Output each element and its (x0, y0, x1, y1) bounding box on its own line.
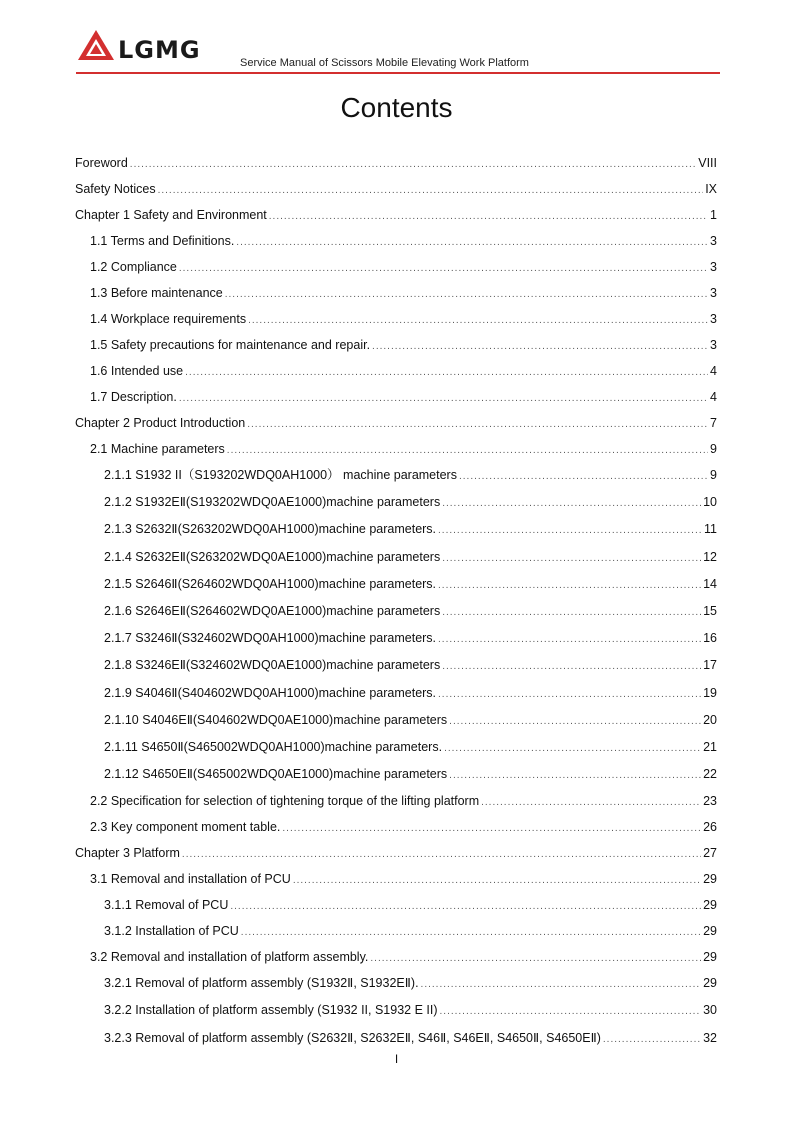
toc-entry[interactable] (75, 176, 717, 202)
toc-leader-dots (444, 735, 701, 762)
toc-entry-label: 3.1.1 Removal of PCU (104, 898, 229, 913)
toc-entry[interactable] (75, 918, 717, 944)
toc-leader-dots (442, 599, 701, 626)
toc-entry-label: 3.1 Removal and installation of PCU (90, 872, 291, 887)
toc-leader-dots (247, 412, 708, 438)
toc-entry[interactable] (75, 761, 717, 788)
toc-entry[interactable] (75, 970, 717, 997)
toc-leader-dots (449, 762, 701, 789)
toc-entry-label: 2.1.9 S4046Ⅱ(S404602WDQ0AH1000)machine parameters. (104, 685, 437, 700)
toc-entry-page: 29 (703, 898, 717, 913)
toc-leader-dots (370, 946, 701, 972)
toc-entry[interactable] (75, 462, 717, 489)
toc-entry-label: Chapter 3 Platform (75, 846, 180, 861)
toc-leader-dots (442, 490, 701, 517)
toc-entry-page: 29 (703, 872, 717, 887)
toc-entry[interactable] (75, 150, 717, 176)
toc-entry[interactable] (75, 202, 717, 228)
toc-entry[interactable] (75, 944, 717, 970)
toc-leader-dots (182, 842, 701, 868)
toc-entry-label: 3.2.2 Installation of platform assembly (S1932 II, S1932 E II) (104, 1003, 438, 1018)
toc-entry-page: 26 (703, 820, 717, 835)
toc-leader-dots (293, 868, 701, 894)
toc-leader-dots (225, 282, 708, 308)
toc-entry[interactable] (75, 892, 717, 918)
toc-entry[interactable] (75, 489, 717, 516)
toc-entry-page: 4 (710, 364, 717, 378)
toc-leader-dots (442, 545, 701, 572)
toc-entry-page: 20 (703, 712, 717, 727)
toc-entry-label: Foreword (75, 156, 128, 170)
toc-entry-page: 16 (703, 631, 717, 646)
toc-entry-label: 2.1.4 S2632EⅡ(S263202WDQ0AE1000)machine parameters (104, 549, 441, 564)
toc-leader-dots (282, 816, 701, 842)
toc-leader-dots (449, 708, 701, 735)
page-header (76, 24, 720, 76)
toc-leader-dots (158, 178, 704, 204)
toc-entry-label: 1.2 Compliance (90, 260, 177, 274)
lgmg-logo (76, 28, 226, 62)
toc-entry-page: 29 (703, 924, 717, 939)
toc-entry-label: 1.4 Workplace requirements (90, 312, 247, 326)
header-divider (76, 72, 720, 74)
toc-entry-page: 29 (703, 976, 717, 991)
toc-entry[interactable] (75, 707, 717, 734)
toc-entry-label: Safety Notices (75, 182, 156, 196)
toc-leader-dots (459, 463, 708, 490)
toc-entry[interactable] (75, 814, 717, 840)
toc-entry[interactable] (75, 866, 717, 892)
toc-entry-page: VIII (698, 156, 717, 170)
toc-entry[interactable] (75, 840, 717, 866)
toc-entry-label: 2.1.6 S2646EⅡ(S264602WDQ0AE1000)machine parameters (104, 603, 441, 618)
toc-entry-page: 3 (710, 260, 717, 274)
toc-leader-dots (130, 152, 696, 178)
toc-entry-label: 3.2.3 Removal of platform assembly (S2632Ⅱ, S2632EⅡ, S46Ⅱ, S46EⅡ, S4650Ⅱ, S4650EⅡ) (104, 1030, 601, 1045)
toc-entry-label: Chapter 2 Product Introduction (75, 416, 246, 430)
toc-entry-label: 2.1.7 S3246Ⅱ(S324602WDQ0AH1000)machine parameters. (104, 631, 437, 646)
toc-entry-label: Chapter 1 Safety and Environment (75, 208, 267, 222)
toc-entry-page: 32 (703, 1030, 717, 1045)
toc-entry-page: 11 (704, 522, 717, 537)
toc-entry-label: 2.1.8 S3246EⅡ(S324602WDQ0AE1000)machine parameters (104, 658, 441, 673)
toc-leader-dots (372, 334, 708, 360)
toc-leader-dots (269, 204, 708, 230)
toc-leader-dots (438, 681, 701, 708)
toc-entry-label: 1.5 Safety precautions for maintenance and repair. (90, 338, 371, 352)
toc-entry[interactable] (75, 436, 717, 462)
toc-leader-dots (421, 971, 702, 998)
toc-leader-dots (481, 790, 701, 816)
toc-entry[interactable] (75, 625, 717, 652)
toc-leader-dots (179, 256, 708, 282)
toc-entry-page: 22 (703, 767, 717, 782)
toc-entry-page: 23 (703, 794, 717, 809)
toc-entry[interactable] (75, 280, 717, 306)
toc-entry-label: 2.1.2 S1932EⅡ(S193202WDQ0AE1000)machine parameters (104, 495, 441, 510)
toc-entry-page: 3 (710, 286, 717, 300)
toc-entry-page: IX (705, 182, 717, 196)
toc-entry-page: 1 (710, 208, 717, 222)
header-title: Service Manual of Scissors Mobile Elevating Work Platform (240, 57, 529, 69)
toc-entry[interactable] (75, 788, 717, 814)
toc-entry-label: 3.2 Removal and installation of platform assembly. (90, 950, 369, 965)
toc-entry[interactable] (75, 254, 717, 280)
toc-entry-label: 3.1.2 Installation of PCU (104, 924, 239, 939)
toc-entry-page: 12 (703, 549, 717, 564)
toc-entry-page: 14 (703, 576, 717, 591)
toc-entry-page: 4 (710, 390, 717, 404)
toc-leader-dots (438, 626, 701, 653)
toc-entry[interactable] (75, 544, 717, 571)
toc-entry-label: 2.1.5 S2646Ⅱ(S264602WDQ0AH1000)machine parameters. (104, 576, 437, 591)
toc-entry-page: 17 (703, 658, 717, 673)
toc-entry-page: 30 (703, 1003, 717, 1018)
toc-leader-dots (241, 920, 701, 946)
toc-entry-label: 1.1 Terms and Definitions. (90, 234, 235, 248)
toc-leader-dots (438, 572, 701, 599)
toc-entry[interactable] (75, 332, 717, 358)
toc-entry-label: 2.2 Specification for selection of tightening torque of the lifting platform (90, 794, 480, 809)
toc-entry-label: 2.1.12 S4650EⅡ(S465002WDQ0AE1000)machine parameters (104, 767, 448, 782)
toc-entry[interactable] (75, 997, 717, 1024)
toc-entry-page: 3 (710, 234, 717, 248)
toc-entry-page: 19 (703, 685, 717, 700)
page-title: Contents (340, 92, 453, 123)
toc-entry-label: 2.1.10 S4046EⅡ(S404602WDQ0AE1000)machine parameters (104, 712, 448, 727)
toc-entry[interactable] (75, 1025, 717, 1052)
toc-entry-label: 1.3 Before maintenance (90, 286, 223, 300)
table-of-contents (75, 150, 717, 1052)
toc-entry-label: 1.7 Description. (90, 390, 177, 404)
toc-entry[interactable] (75, 358, 717, 384)
toc-entry[interactable] (75, 652, 717, 679)
toc-entry[interactable] (75, 598, 717, 625)
toc-leader-dots (185, 360, 708, 386)
toc-entry-page: 10 (703, 495, 717, 510)
toc-entry-page: 15 (703, 603, 717, 618)
toc-leader-dots (438, 517, 702, 544)
toc-entry-page: 9 (710, 468, 717, 482)
toc-leader-dots (248, 308, 708, 334)
logo-triangle-icon (76, 28, 116, 62)
toc-entry[interactable] (75, 516, 717, 543)
toc-leader-dots (236, 230, 708, 256)
toc-entry-label: 2.1.3 S2632Ⅱ(S263202WDQ0AH1000)machine parameters. (104, 522, 437, 537)
toc-entry-page: 3 (710, 312, 717, 326)
toc-leader-dots (227, 438, 708, 464)
toc-entry-page: 27 (703, 846, 717, 861)
toc-leader-dots (230, 894, 701, 920)
toc-entry-label: 2.3 Key component moment table. (90, 820, 281, 835)
toc-entry[interactable] (75, 571, 717, 598)
toc-entry[interactable] (75, 734, 717, 761)
toc-entry[interactable] (75, 306, 717, 332)
toc-entry[interactable] (75, 384, 717, 410)
toc-entry-label: 2.1 Machine parameters (90, 442, 225, 456)
toc-entry-label: 3.2.1 Removal of platform assembly (S1932Ⅱ, S1932EⅡ). (104, 976, 419, 991)
toc-entry-page: 7 (710, 416, 717, 430)
page-number: I (394, 1052, 399, 1066)
toc-leader-dots (179, 386, 708, 412)
toc-leader-dots (442, 653, 701, 680)
toc-entry-page: 3 (710, 338, 717, 352)
toc-entry-page: 29 (703, 950, 717, 965)
toc-entry-label: 1.6 Intended use (90, 364, 184, 378)
toc-leader-dots (440, 998, 702, 1025)
toc-entry-label: 2.1.1 S1932 II（S193202WDQ0AH1000） machine parameters (104, 468, 457, 482)
logo-text: LGMG (118, 36, 201, 64)
toc-entry[interactable] (75, 680, 717, 707)
toc-leader-dots (603, 1026, 701, 1053)
toc-entry-label: 2.1.11 S4650Ⅱ(S465002WDQ0AH1000)machine parameters. (104, 739, 443, 754)
toc-entry-page: 21 (703, 739, 717, 754)
toc-entry[interactable] (75, 410, 717, 436)
toc-entry-page: 9 (710, 442, 717, 456)
toc-entry[interactable] (75, 228, 717, 254)
